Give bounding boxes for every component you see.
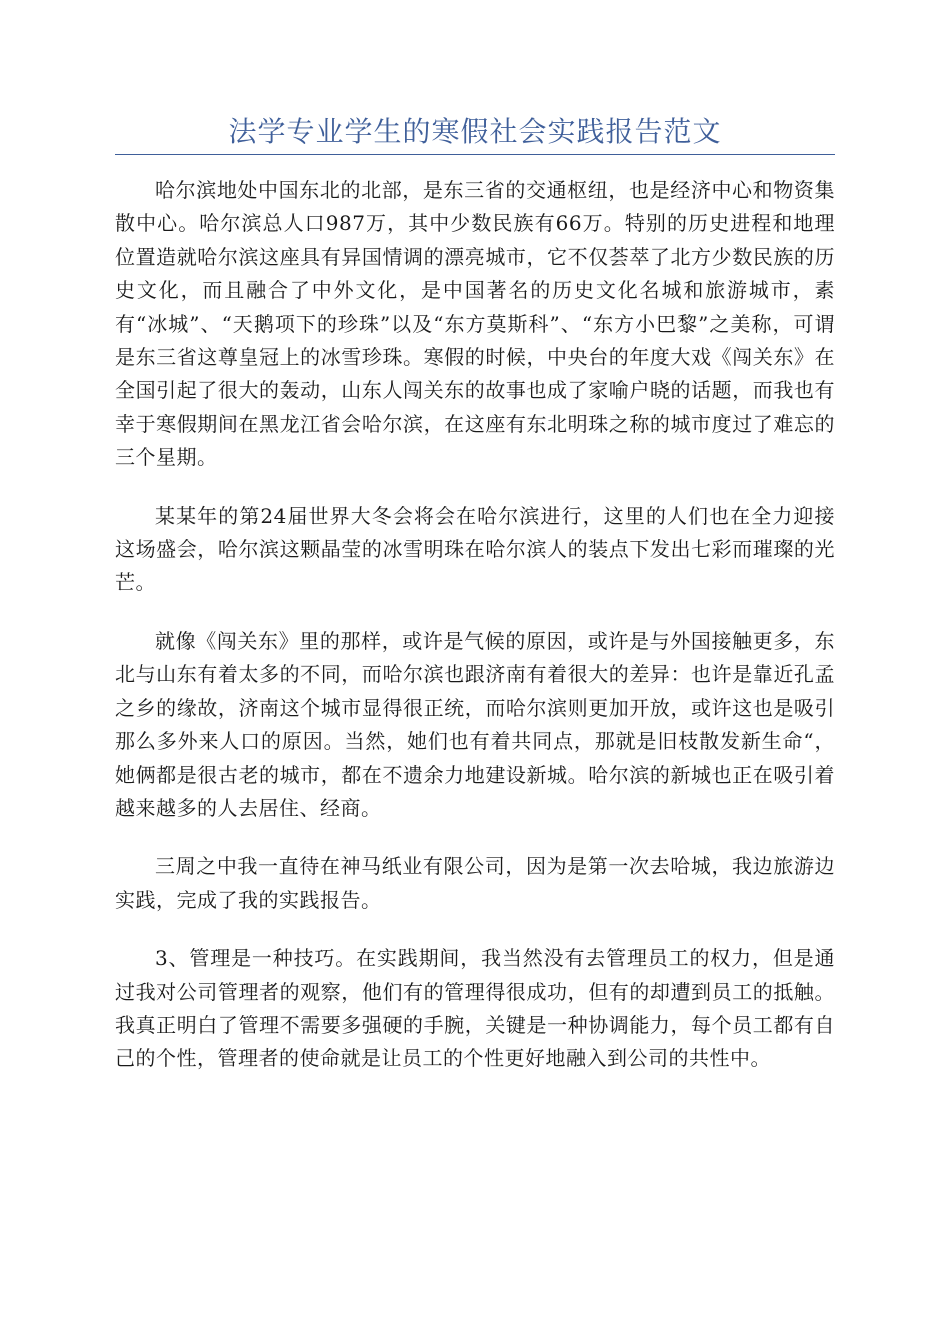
- paragraph-2: 某某年的第24届世界大冬会将会在哈尔滨进行，这里的人们也在全力迎接这场盛会，哈尔滨这颗晶莹的冰雪明珠在哈尔滨人的装点下发出七彩而璀璨的光芒。: [115, 503, 835, 595]
- page-title: 法学专业学生的寒假社会实践报告范文: [228, 115, 722, 148]
- title-underline: [115, 154, 835, 155]
- paragraph-1: 哈尔滨地处中国东北的北部，是东三省的交通枢纽，也是经济中心和物资集散中心。哈尔滨总人口987万，其中少数民族有66万。特别的历史进程和地理位置造就哈尔滨这座具有异国情调的漂亮城市，它不仅荟萃了北方少数民族的历史文化，而且融合了中外文化，是中国著名的历史文化名城和旅游城市，素有“冰城”、“天鹅项下的珍珠”以及“东方莫斯科”、“东方小巴黎”之美称，可谓是东三省这尊皇冠上的冰雪珍珠。寒假的时候，中央台的年度大戏《闯关东》在全国引起了很大的轰动，山东人闯关东的故事也成了家喻户晓的话题，而我也有幸于寒假期间在黑龙江省会哈尔滨，在这座有东北明珠之称的城市度过了难忘的三个星期。: [115, 178, 835, 470]
- paragraph-5: 3、管理是一种技巧。在实践期间，我当然没有去管理员工的权力，但是通过我对公司管理者的观察，他们有的管理得很成功，但有的却遭到员工的抵触。我真正明白了管理不需要多强硬的手腕，关键是一种协调能力，每个员工都有自己的个性，管理者的使命就是让员工的个性更好地融入到公司的共性中。: [115, 946, 835, 1071]
- document-body: [115, 174, 835, 1101]
- paragraph-3: 就像《闯关东》里的那样，或许是气候的原因，或许是与外国接触更多，东北与山东有着太多的不同，而哈尔滨也跟济南有着很大的差异：也许是靠近孔孟之乡的缘故，济南这个城市显得很正统，而哈尔滨则更加开放，或许这也是吸引那么多外来人口的原因。当然，她们也有着共同点，那就是旧枝散发新生命“，她俩都是很古老的城市，都在不遗余力地建设新城。哈尔滨的新城也正在吸引着越来越多的人去居住、经商。: [115, 628, 835, 820]
- paragraph-4: 三周之中我一直待在神马纸业有限公司，因为是第一次去哈城，我边旅游边实践，完成了我的实践报告。: [115, 854, 835, 912]
